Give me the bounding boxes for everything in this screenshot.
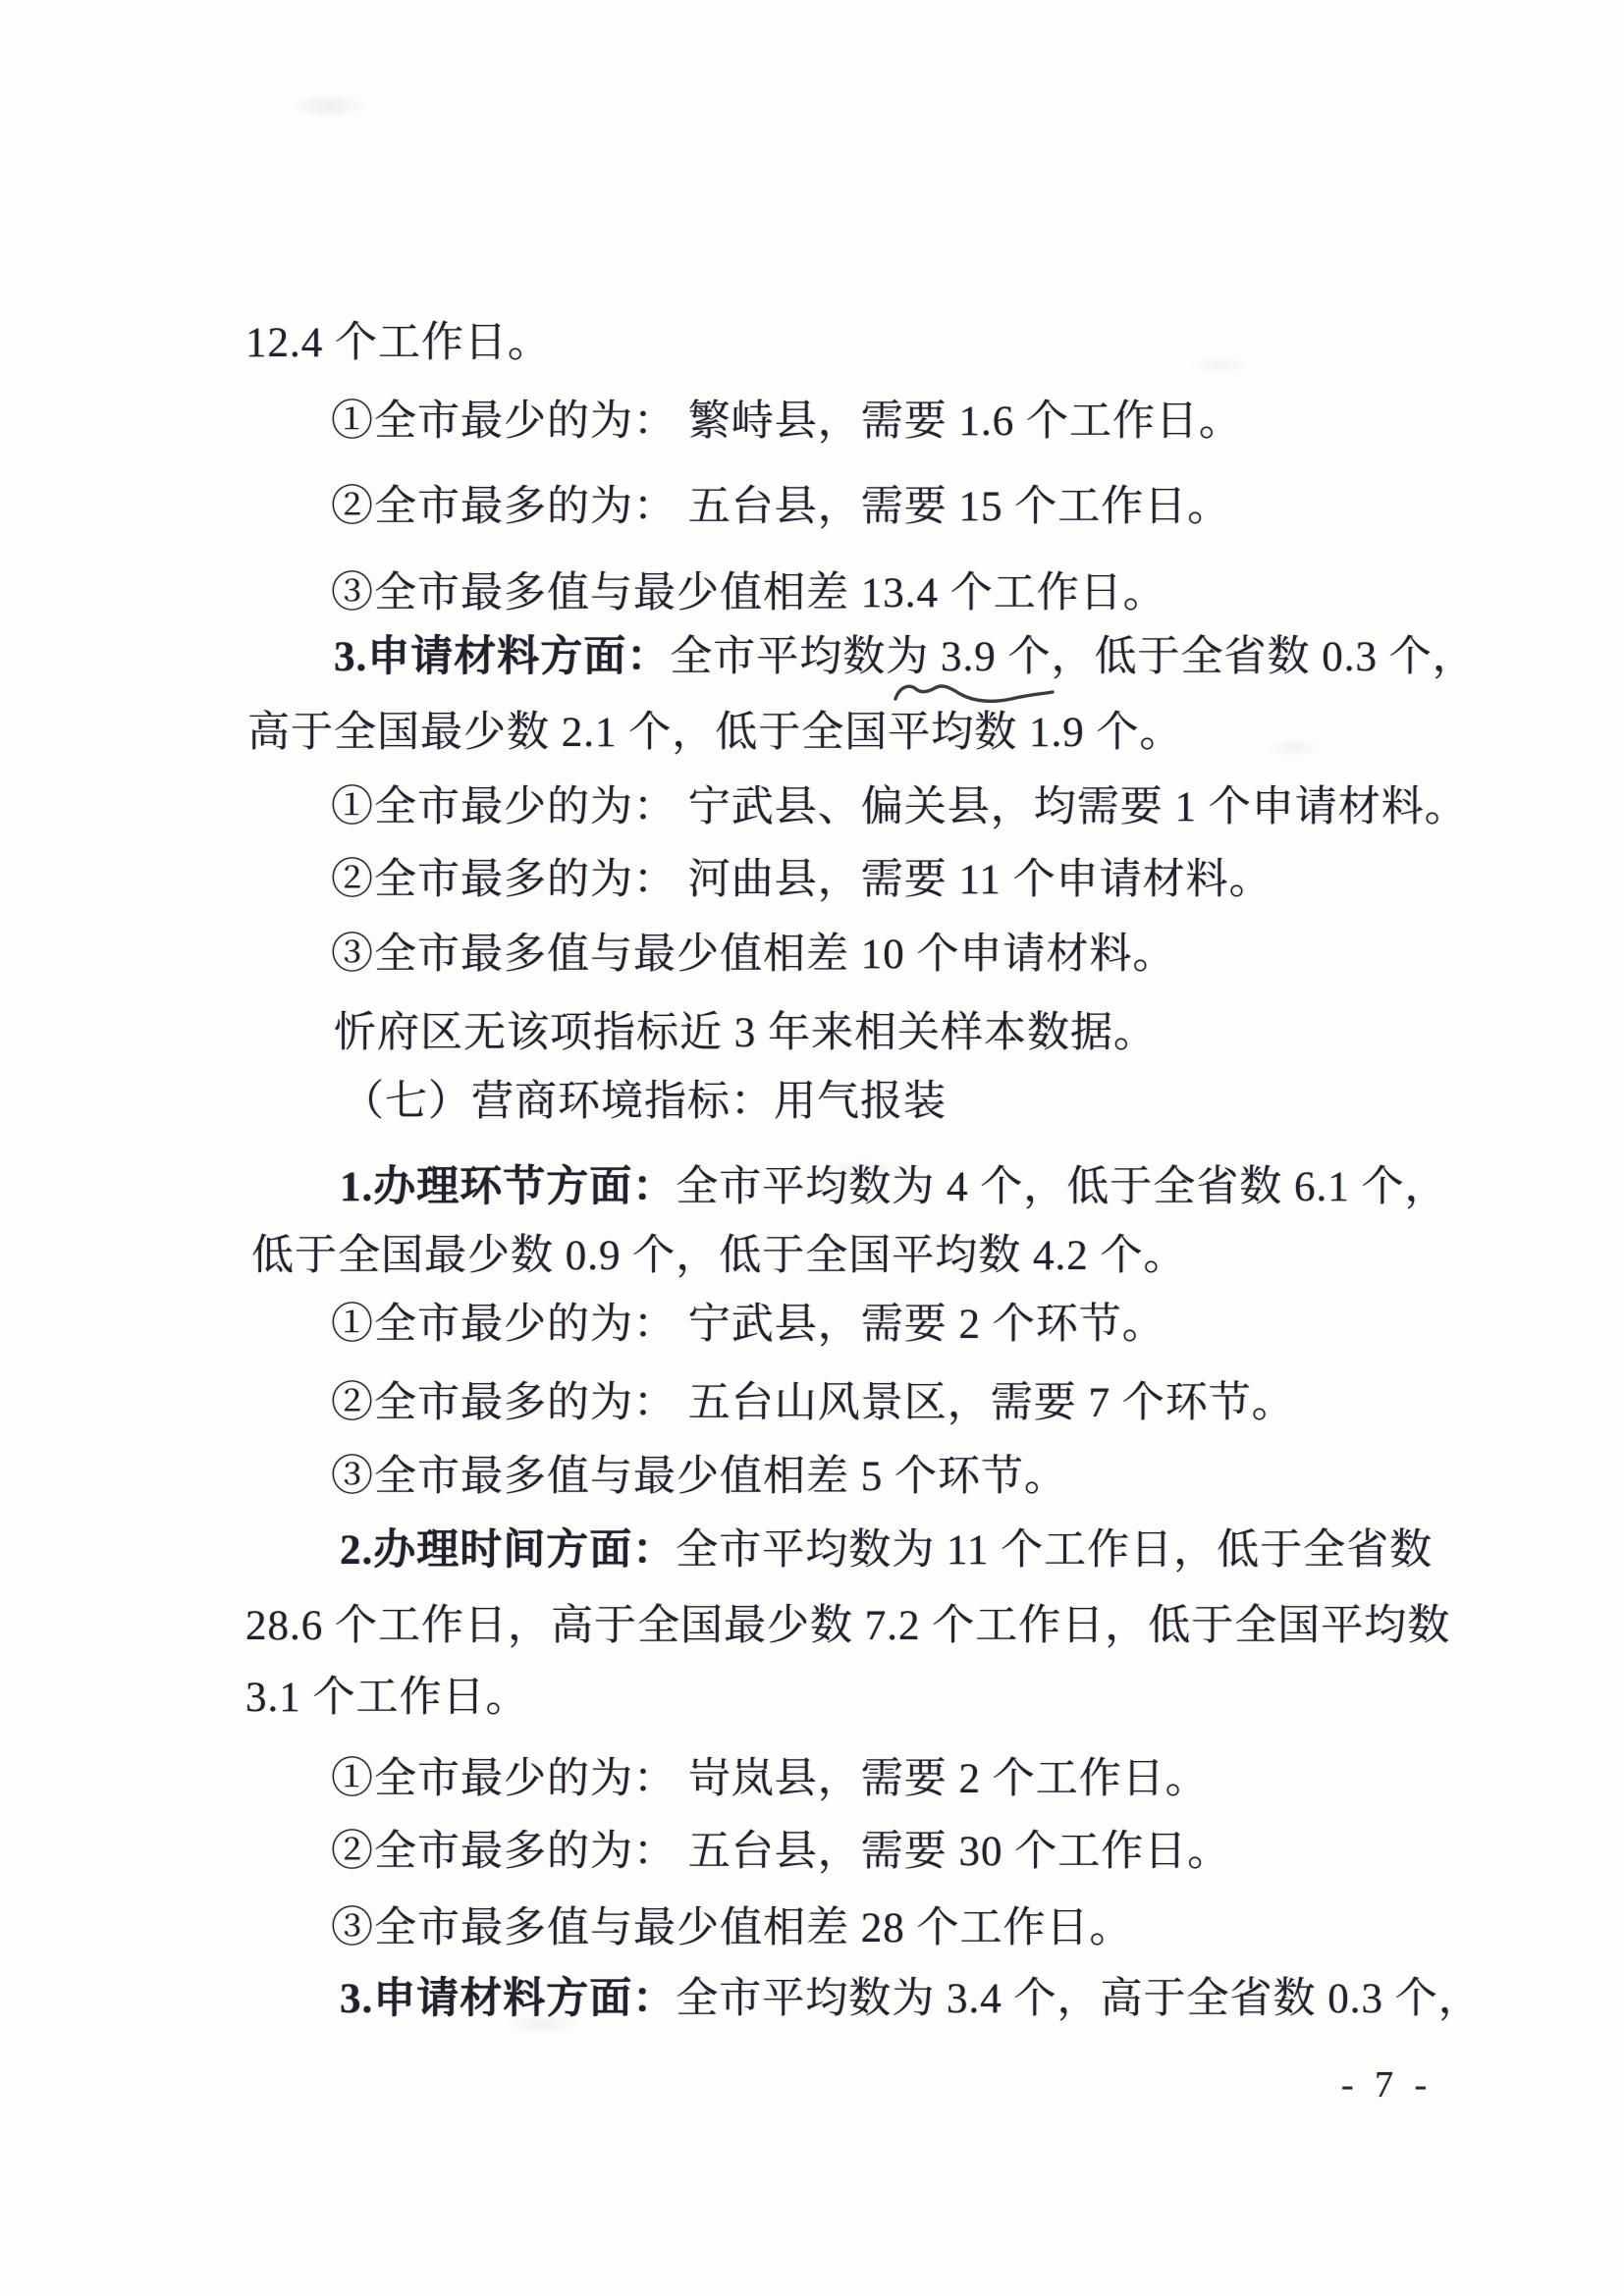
line-text: ①全市最少的为： 繁峙县，需要 1.6 个工作日。 xyxy=(331,399,1242,445)
paragraph-lead: 3.申请材料方面： xyxy=(340,1976,677,2022)
line-text: 全市平均数为 4 个，低于全省数 6.1 个， xyxy=(676,1164,1448,1210)
line-text: （七）营商环境指标：用气报装 xyxy=(342,1079,947,1125)
line-text: ①全市最少的为： 宁武县，需要 2 个环节。 xyxy=(331,1302,1165,1348)
line-text: ③全市最多值与最少值相差 13.4 个工作日。 xyxy=(331,570,1166,616)
text-line xyxy=(331,398,1242,447)
line-text: 忻府区无该项指标近 3 年来相关样本数据。 xyxy=(334,1010,1157,1056)
line-text: 12.4 个工作日。 xyxy=(245,320,551,366)
line-text: 低于全国最少数 0.9 个，低于全国平均数 4.2 个。 xyxy=(251,1233,1187,1279)
text-line xyxy=(334,1009,1157,1058)
text-line xyxy=(334,633,1476,682)
text-line xyxy=(331,931,1176,980)
text-line xyxy=(331,1453,1067,1502)
line-text: ②全市最多的为： 五台山风景区，需要 7 个环节。 xyxy=(331,1380,1295,1426)
line-text: 全市平均数为 11 个工作日，低于全省数 xyxy=(676,1527,1434,1574)
line-text: ②全市最多的为： 五台县，需要 30 个工作日。 xyxy=(331,1829,1231,1875)
text-line xyxy=(245,319,551,368)
page-number: - 7 - xyxy=(1341,2064,1434,2106)
line-text: ③全市最多值与最少值相差 5 个环节。 xyxy=(331,1454,1067,1500)
text-line xyxy=(245,1602,1450,1651)
text-line xyxy=(331,569,1166,618)
text-line xyxy=(251,1232,1187,1281)
line-text: 3.1 个工作日。 xyxy=(245,1675,529,1721)
line-text: ③全市最多值与最少值相差 28 个工作日。 xyxy=(331,1905,1133,1951)
line-text: 高于全国最少数 2.1 个，低于全国平均数 1.9 个。 xyxy=(247,710,1183,756)
text-line xyxy=(331,856,1272,905)
line-text: 28.6 个工作日，高于全国最少数 7.2 个工作日，低于全国平均数 xyxy=(245,1603,1451,1649)
text-line xyxy=(340,1975,1482,2024)
wavy-underline-annotation xyxy=(892,677,1056,707)
line-text: 全市平均数为 3.4 个，高于全省数 0.3 个， xyxy=(676,1976,1482,2022)
text-line xyxy=(340,1163,1448,1212)
paragraph-lead: 2.办理时间方面： xyxy=(340,1527,677,1574)
line-text: ①全市最少的为： 宁武县、偏关县，均需要 1 个申请材料。 xyxy=(331,784,1468,830)
line-text: ②全市最多的为： 五台县，需要 15 个工作日。 xyxy=(331,484,1231,530)
text-line xyxy=(247,709,1183,758)
line-text: 全市平均数为 3.9 个，低于全省数 0.3 个， xyxy=(670,634,1476,680)
text-line xyxy=(331,483,1230,532)
paragraph-lead: 3.申请材料方面： xyxy=(334,634,671,680)
line-text: ①全市最少的为： 岢岚县，需要 2 个工作日。 xyxy=(331,1756,1209,1802)
text-line xyxy=(331,1755,1209,1804)
text-line section-heading xyxy=(342,1078,947,1127)
text-line xyxy=(245,1674,529,1723)
text-line xyxy=(331,783,1468,832)
paragraph-lead: 1.办理环节方面： xyxy=(340,1164,677,1210)
text-line xyxy=(331,1828,1230,1877)
line-text: ②全市最多的为： 河曲县，需要 11 个申请材料。 xyxy=(331,857,1272,903)
line-text: ③全市最多值与最少值相差 10 个申请材料。 xyxy=(331,932,1176,978)
text-line xyxy=(331,1301,1165,1350)
text-line xyxy=(331,1904,1133,1953)
text-line xyxy=(331,1379,1295,1428)
text-line xyxy=(340,1526,1433,1575)
